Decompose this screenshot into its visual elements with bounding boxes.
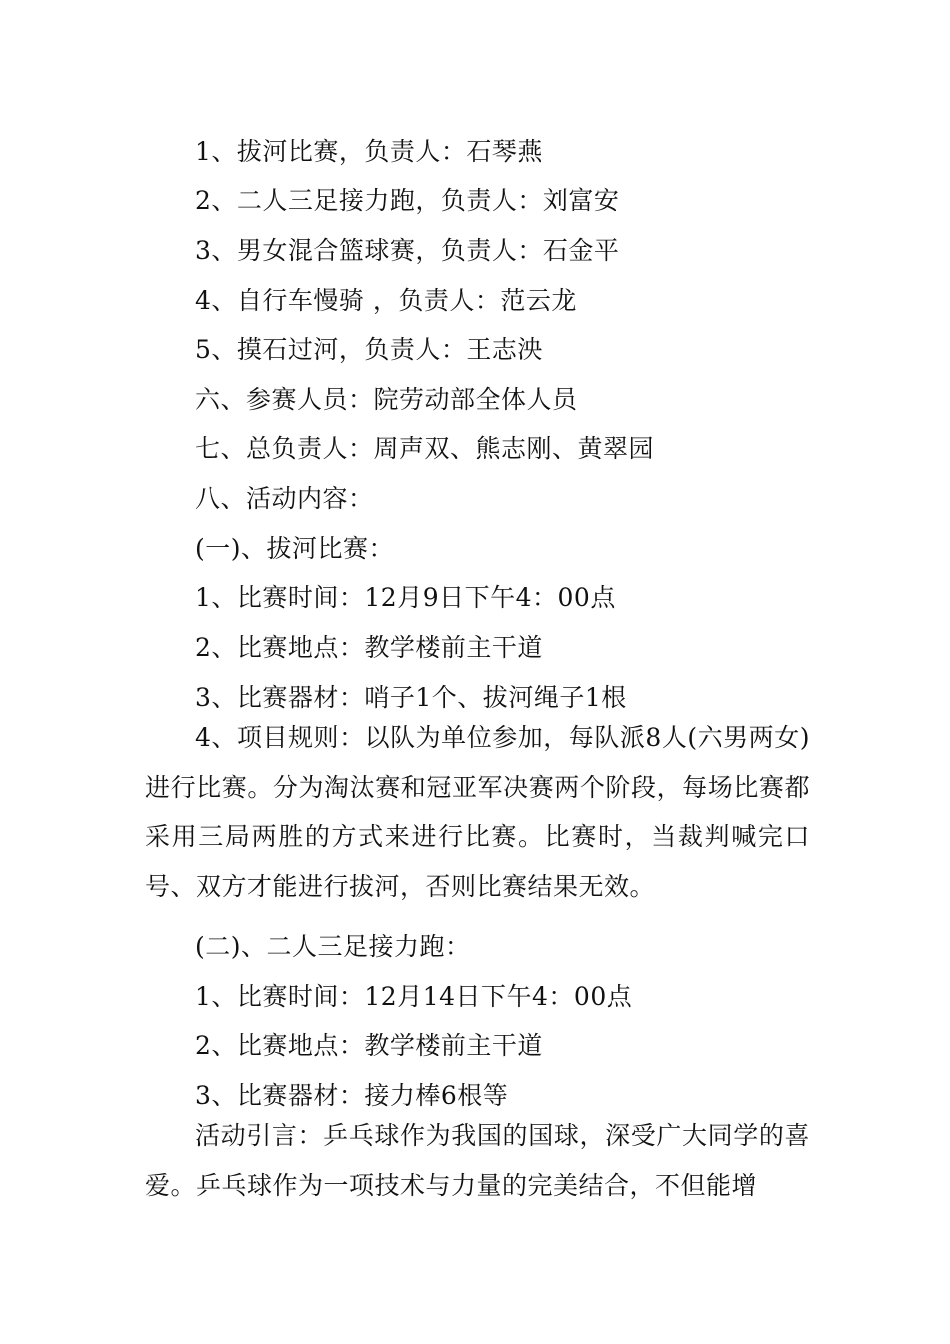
subsection-heading: (一)、拔河比赛： (195, 534, 395, 563)
list-item: 1、比赛时间：12月9日下午4：00点 (195, 583, 616, 612)
list-item: 3、比赛器材：哨子1个、拔河绳子1根 (195, 683, 627, 712)
list-item: 2、比赛地点：教学楼前主干道 (195, 633, 543, 662)
list-item: 1、比赛时间：12月14日下午4：00点 (195, 982, 633, 1011)
list-item: 1、拔河比赛，负责人：石琴燕 (195, 137, 543, 166)
intro-paragraph: 活动引言：乒乓球作为我国的国球，深受广大同学的喜爱。乒乓球作为一项技术与力量的完美结合，不但能增 (145, 1121, 810, 1200)
list-item: 3、男女混合篮球赛，负责人：石金平 (195, 236, 620, 265)
section-heading: 六、参赛人员：院劳动部全体人员 (195, 385, 578, 414)
rules-paragraph: 4、项目规则：以队为单位参加，每队派8人(六男两女)进行比赛。分为淘汰赛和冠亚军决赛两个阶段，每场比赛都采用三局两胜的方式来进行比赛。比赛时，当裁判喊完口号、双方才能进行拔河，否则比赛结果无效。 (145, 723, 810, 901)
subsection-heading: (二)、二人三足接力跑： (195, 932, 471, 961)
list-item: 5、摸石过河，负责人：王志泱 (195, 335, 543, 364)
section-heading: 八、活动内容： (195, 484, 374, 513)
section-heading: 七、总负责人：周声双、熊志刚、黄翠园 (195, 434, 655, 463)
list-item: 2、比赛地点：教学楼前主干道 (195, 1031, 543, 1060)
list-item: 2、二人三足接力跑，负责人：刘富安 (195, 186, 620, 215)
list-item: 3、比赛器材：接力棒6根等 (195, 1081, 509, 1110)
list-item: 4、自行车慢骑 ，负责人：范云龙 (195, 286, 577, 315)
